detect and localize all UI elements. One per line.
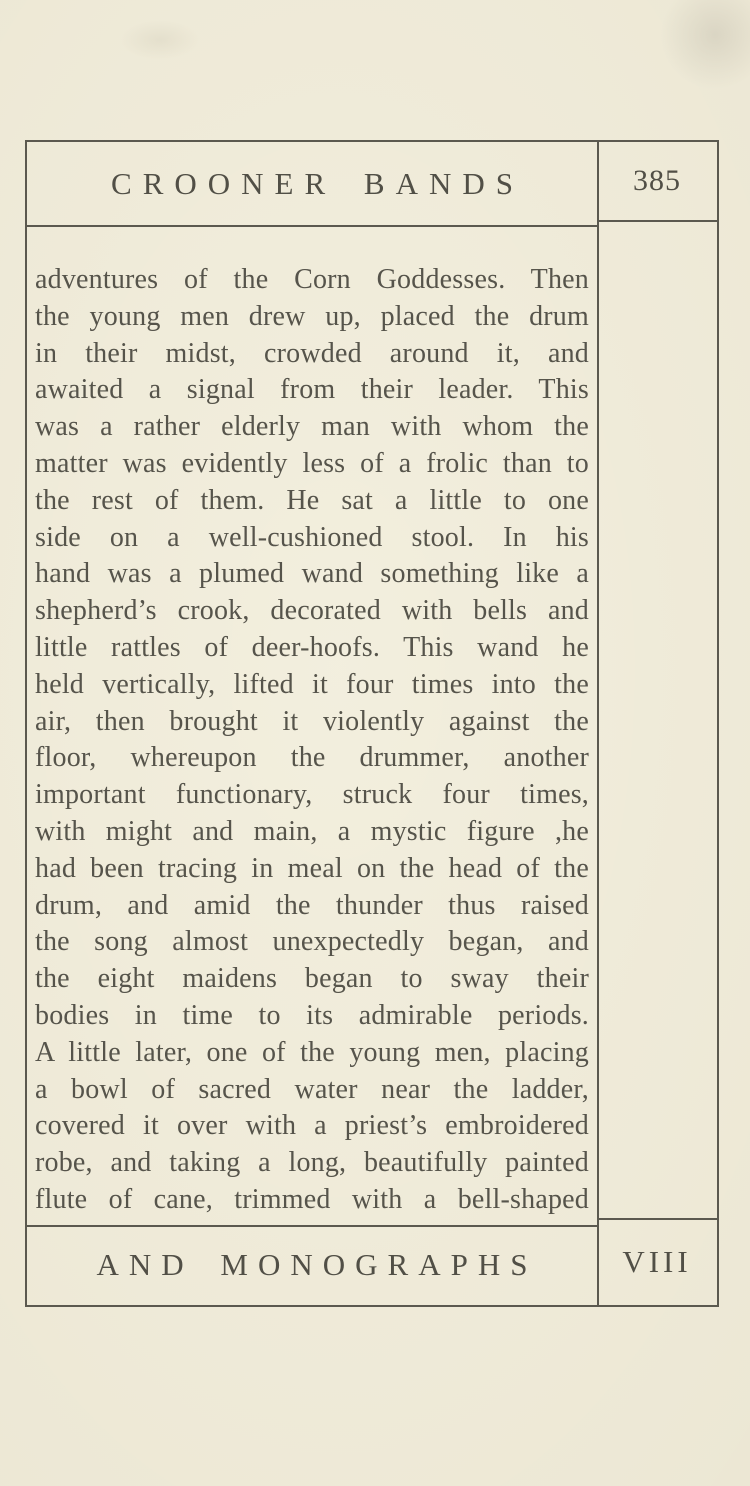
text-line: air, then brought it violently against the <box>35 705 589 737</box>
text-line: drum, and amid the thunder thus raised <box>35 889 589 921</box>
text-line: robe, and taking a long, beautifully painted <box>35 1147 589 1179</box>
running-foot-title: AND MONOGRAPHS <box>96 1247 538 1282</box>
text-line: bodies in time to its admirable periods. <box>35 999 589 1031</box>
text-line: the eight maidens began to sway their <box>35 963 589 995</box>
text-line: the rest of them. He sat a little to one <box>35 484 589 516</box>
header-rule-right <box>597 220 717 222</box>
page-frame <box>25 140 719 1307</box>
text-line: side on a well-cushioned stool. In his <box>35 521 589 553</box>
text-line: A little later, one of the young men, placing <box>35 1036 589 1068</box>
text-line: in their midst, crowded around it, and <box>35 337 589 369</box>
text-line: flute of cane, trimmed with a bell-shaped <box>35 1183 589 1215</box>
text-line: awaited a signal from their leader. This <box>35 374 589 406</box>
volume-cell <box>597 1218 717 1305</box>
text-line: a bowl of sacred water near the ladder, <box>35 1073 589 1105</box>
text-line: the young men drew up, placed the drum <box>35 300 589 332</box>
text-line: floor, whereupon the drummer, another <box>35 742 589 774</box>
page-number: 385 <box>633 164 681 197</box>
text-line: covered it over with a priest’s embroidered <box>35 1110 589 1142</box>
text-line: important functionary, struck four times, <box>35 779 589 811</box>
header-band <box>27 142 597 225</box>
text-line: hand was a plumed wand something like a <box>35 558 589 590</box>
text-line: adventures of the Corn Goddesses. Then <box>35 264 589 295</box>
text-line: was a rather elderly man with whom the <box>35 411 589 443</box>
text-line: little rattles of deer-hoofs. This wand he <box>35 631 589 663</box>
text-line: the song almost unexpectedly began, and <box>35 926 589 958</box>
text-line: matter was evidently less of a frolic than to <box>35 447 589 479</box>
scan-smudge-faint <box>120 20 200 60</box>
body-text <box>35 262 589 1219</box>
text-line: had been tracing in meal on the head of the <box>35 852 589 884</box>
text-line: shepherd’s crook, decorated with bells and <box>35 595 589 627</box>
header-rule-left <box>27 225 597 227</box>
footer-band <box>27 1225 597 1305</box>
column-divider-line <box>597 142 599 1305</box>
volume-numeral: VIII <box>622 1243 692 1279</box>
text-line: with might and main, a mystic figure ,he <box>35 815 589 847</box>
page-number-cell <box>597 142 717 220</box>
running-head-title: CROONER BANDS <box>111 165 524 201</box>
scan-smudge <box>660 0 750 90</box>
text-line: held vertically, lifted it four times into the <box>35 668 589 700</box>
